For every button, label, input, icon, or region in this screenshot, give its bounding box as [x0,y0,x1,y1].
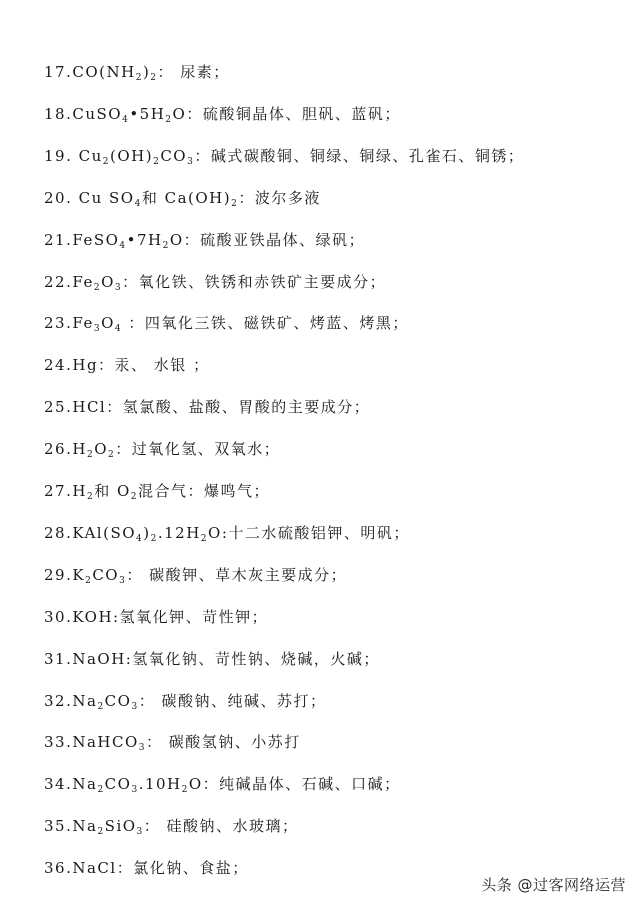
formula-entry [44,814,299,838]
entry-text: ： 碳酸钾、草木灰主要成分； [126,565,348,584]
formula-subscript: 4 [114,324,123,335]
entry-number: 27. [44,482,73,500]
entry-text: K [72,565,86,584]
formula-subscript: 3 [131,701,139,712]
entry-text: FeSO [72,230,120,249]
formula-entry [44,689,326,713]
entry-text: .10H [138,775,182,794]
entry-text: H [72,482,87,500]
entry-text: H [72,440,87,459]
entry-text: ：碱式碳酸铜、铜绿、铜绿、孔雀石、铜锈； [194,146,525,165]
watermark: 头条 @过客网络运营 [481,876,626,894]
entry-text: CO [104,691,132,710]
entry-text: HCl：氢氯酸、盐酸、胃酸的主要成分； [72,398,371,417]
entry-text: ：过氧化氢、双氧水； [115,440,281,459]
entry-text: Cu SO [72,188,135,207]
entry-text: SiO [104,817,137,836]
entry-number: 26. [44,440,73,459]
formula-entry [44,144,524,168]
entry-text: Hg：汞、 水银 ； [72,356,210,375]
formula-subscript: 2 [165,114,173,125]
entry-number: 32. [44,691,73,710]
entry-number: 18. [44,104,73,123]
formula-entry [44,772,401,796]
entry-text: CO(NH [72,63,136,81]
entry-text: ： 碳酸氢钠、小苏打 [146,733,301,752]
formula-subscript: 2 [231,198,239,209]
entry-number: 17. [44,63,73,81]
formula-entry [44,228,365,252]
formula-subscript: 2 [108,450,116,461]
entry-number: 30. [44,607,73,626]
entry-text: Fe [72,314,94,333]
entry-number: 21. [44,230,73,249]
entry-text: ：波尔多液 [238,188,321,207]
formula-subscript: 2 [86,492,95,502]
entry-text: ：氧化铁、铁锈和赤铁矿主要成分； [122,272,387,291]
formula-entry [44,270,386,294]
entry-text: Na [72,817,98,836]
entry-text: KAl(SO [72,523,137,542]
formula-entry [44,437,280,461]
entry-text: NaOH:氢氧化钠、苛性钠、烧碱，火碱； [72,649,380,668]
entry-text: Fe [72,272,94,291]
entry-text: ： 硅酸钠、水玻璃； [143,817,299,836]
formula-subscript: 2 [162,240,170,251]
entry-text: O：硫酸铜晶体、胆矾、蓝矾； [172,104,401,123]
entry-text: .12H [157,523,201,542]
formula-subscript: 2 [135,73,143,83]
entry-number: 28. [44,523,73,542]
entry-text: ：四氧化三铁、磁铁矿、烤蓝、烤黑； [122,314,409,333]
formula-subscript: 3 [131,785,139,796]
formula-subscript: 2 [102,156,110,167]
entry-text: O:十二水硫酸铝钾、明矾； [208,523,410,542]
formula-subscript: 2 [200,533,209,544]
entry-text: O：纯碱晶体、石碱、口碱； [188,775,401,794]
entry-number: 36. [44,859,73,878]
formula-entry [44,647,380,671]
entry-text: CO [160,146,188,165]
formula-subscript: 3 [114,282,123,293]
entry-number: 24. [44,356,73,375]
entry-number: 33. [44,733,73,752]
formula-subscript: 2 [153,156,161,167]
formula-entry [44,730,301,754]
formula-subscript: 2 [150,533,158,544]
entry-number: 25. [44,398,73,417]
formula-entry [44,395,370,419]
entry-number: 22. [44,272,73,291]
formula-entry [44,353,210,377]
entry-text: 和 O [94,482,131,500]
entry-text: ： 碳酸钠、纯碱、苏打； [138,691,327,710]
entry-text: O [101,314,115,333]
formula-entry [44,479,270,503]
formula-subscript: 3 [138,743,147,754]
entry-text: CO [104,775,132,794]
formula-subscript: 4 [119,240,127,251]
formula-entry [44,521,410,545]
entry-text: ) [142,63,151,81]
entry-text: Cu [72,146,103,165]
entry-number: 20. [44,188,73,207]
entry-number: 23. [44,314,73,333]
entry-text: Na [72,691,98,710]
formula-entry [44,856,249,880]
entry-text: CO [92,565,120,584]
entry-text: ： 尿素； [157,63,230,81]
formula-subscript: 3 [187,156,195,167]
formula-subscript: 2 [97,701,105,712]
entry-text: NaCl：氯化钠、食盐； [72,859,249,878]
formula-entry [44,60,230,84]
formula-entry [44,311,409,335]
entry-text: ) [143,523,151,542]
formula-subscript: 4 [136,533,144,544]
formula-subscript: 2 [85,575,93,586]
entry-number: 31. [44,649,73,668]
formula-entry [44,102,401,126]
entry-text: O [94,440,108,459]
formula-entry [44,605,268,629]
formula-subscript: 2 [97,785,105,796]
formula-subscript: 3 [93,324,102,335]
entry-number: 34. [44,775,73,794]
entry-text: (OH) [110,146,154,165]
formula-subscript: 2 [181,785,189,796]
entry-number: 19. [44,146,73,165]
formula-entry [44,563,347,587]
entry-number: 35. [44,817,73,836]
formula-subscript: 2 [86,450,95,461]
formula-subscript: 2 [130,492,138,502]
entry-text: Na [72,775,98,794]
entry-text: O [101,272,115,291]
entry-text: •5H [129,104,166,123]
entry-number: 29. [44,565,73,584]
formula-subscript: 4 [134,198,142,209]
entry-text: O：硫酸亚铁晶体、绿矾； [169,230,366,249]
entry-text: CuSO [72,104,123,123]
formula-subscript: 2 [93,282,102,293]
formula-subscript: 2 [150,73,158,83]
entry-text: NaHCO [72,733,139,752]
entry-text: 和 Ca(OH) [141,188,232,207]
formula-entry [44,186,321,210]
formula-subscript: 2 [97,827,105,838]
formula-subscript: 3 [119,575,127,586]
entry-text: 混合气：爆鸣气； [138,482,271,500]
formula-subscript: 4 [122,114,130,125]
formula-subscript: 3 [136,827,144,838]
entry-text: KOH:氢氧化钾、苛性钾； [72,607,269,626]
entry-text: •7H [126,230,163,249]
